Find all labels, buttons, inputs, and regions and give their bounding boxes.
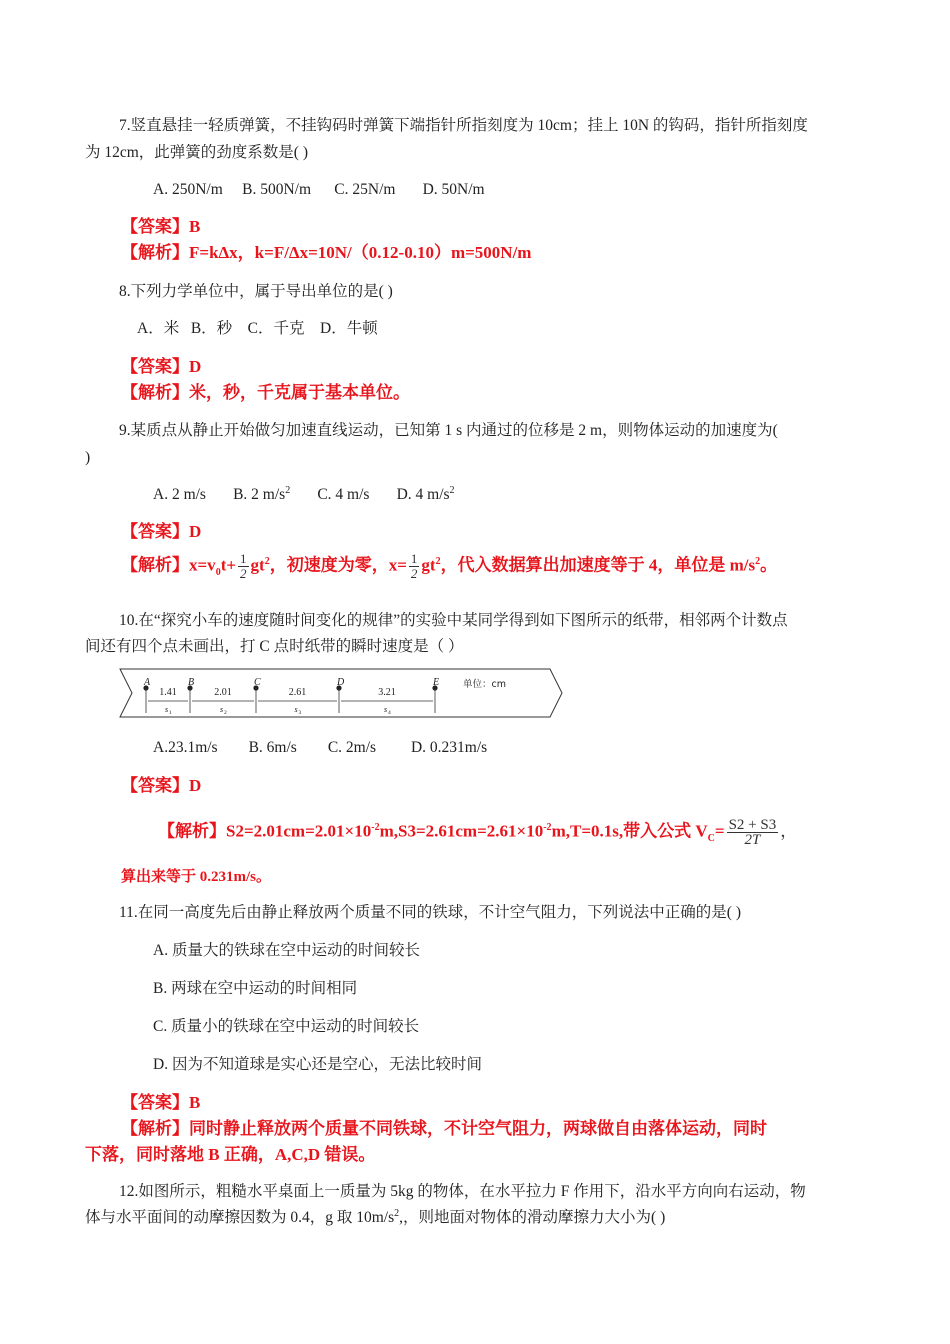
q8-answer: 【答案】D (121, 357, 202, 376)
q10-stem-line1: 10.在“探究小车的速度随时间变化的规律”的实验中某同学得到如下图所示的纸带，相邻两个计数点 (119, 612, 788, 629)
q10-formula-fraction: $\frac{S2 + S3}{2T}$ (728, 817, 777, 848)
tape-distance-1: 1.41 (159, 687, 177, 698)
q8-option-c: C．千克 (247, 320, 305, 337)
q9-stem-line2: ) (85, 449, 91, 466)
q9-option-b: B. 2 $m/s^2$ (233, 484, 291, 503)
q10-option-d: D. 0.231m/s (410, 739, 488, 756)
q9-fraction-half-1: $\frac{1}{2}$ (240, 551, 247, 581)
tape-segment-sub-4: 4 (388, 710, 391, 716)
tape-segment-sub-3: 3 (298, 710, 302, 716)
q7-answer: 【答案】B (121, 217, 201, 236)
q7-option-c: C. 25N/m (334, 181, 396, 198)
q9-fraction-half-2: $\frac{1}{2}$ (410, 551, 418, 581)
tape-distance-4: 3.21 (378, 687, 396, 698)
tape-segment-1: s (165, 705, 169, 714)
tape-segment-sub-1: 1 (169, 710, 172, 716)
tape-segment-4: s (384, 705, 388, 714)
q7-options (153, 180, 485, 200)
q7-option-b: B. 500N/m (242, 181, 312, 198)
tape-label-c: C (254, 677, 261, 688)
tape-distance-3: 2.61 (288, 687, 307, 698)
q7-stem-line1: 7.竖直悬挂一轻质弹簧，不挂钩码时弹簧下端指针所指刻度为 10cm；挂上 10N 的钩码，指针所指刻度 (119, 117, 808, 134)
q11-analysis-line1: 【解析】同时静止释放两个质量不同铁球，不计空气阻力，两球做自由落体运动，同时 (121, 1119, 767, 1138)
q7-option-d: D. 50N/m (422, 181, 485, 198)
tape-segment-sub-2: 2 (224, 710, 227, 716)
q7-option-a: A. 250N/m (153, 181, 223, 198)
tape-label-b: B (188, 677, 195, 688)
q9-option-c: C. 4 m/s (317, 486, 370, 503)
q9-options (153, 485, 455, 505)
q10-option-a: A.23.1m/s (153, 739, 218, 756)
q11-option-d: D. 因为不知道球是实心还是空心，无法比较时间 (153, 1056, 482, 1073)
q7-stem-line2: 为 12cm，此弹簧的劲度系数是( ) (85, 144, 309, 161)
q10-answer: 【答案】D (121, 776, 202, 795)
q11-analysis-line2: 下落，同时落地 B 正确，A,C,D 错误。 (85, 1145, 376, 1164)
tape-distance-2: 2.01 (214, 687, 232, 698)
q8-option-a: A．米 (137, 320, 180, 337)
q11-answer: 【答案】B (121, 1093, 201, 1112)
paper-tape-diagram (118, 667, 564, 719)
q10-analysis-line2: 算出来等于 0.231m/s。 (121, 869, 272, 885)
tape-label-d: D (337, 677, 345, 688)
q10-options (153, 738, 487, 758)
tape-label-e: E (433, 677, 440, 688)
tape-unit-label: 单位：cm (463, 679, 506, 690)
q12-stem-line2: 体与水平面间的动摩擦因数为 0.4，g 取 $10m/s^2$,，则地面对物体的滑动摩擦力大小为( ) (85, 1207, 666, 1226)
q10-stem-line2: 间还有四个点未画出，打 C 点时纸带的瞬时速度是（ ） (85, 638, 464, 655)
q11-option-b: B. 两球在空中运动的时间相同 (153, 980, 358, 997)
q7-analysis: 【解析】F=kΔx，k=F/Δx=10N/（0.12-0.10）m=500N/m (121, 243, 532, 262)
q9-option-a: A. 2 m/s (153, 486, 206, 503)
q8-option-b: B．秒 (190, 320, 233, 337)
q11-option-c: C. 质量小的铁球在空中运动的时间较长 (153, 1018, 420, 1035)
q8-analysis: 【解析】米，秒，千克属于基本单位。 (121, 383, 410, 402)
q11-stem: 11.在同一高度先后由静止释放两个质量不同的铁球，不计空气阻力，下列说法中正确的是( ) (119, 904, 742, 921)
tape-label-a: A (144, 677, 151, 688)
q9-stem-line1: 9.某质点从静止开始做匀加速直线运动，已知第 1 s 内通过的位移是 2 m，则物体运动的加速度为( (119, 422, 778, 439)
q11-option-a: A. 质量大的铁球在空中运动的时间较长 (153, 942, 420, 959)
q8-options (137, 319, 378, 339)
tape-segment-3: s (294, 705, 298, 714)
tape-segment-2: s (220, 705, 224, 714)
q9-option-d: D. 4 $m/s^2$ (396, 484, 455, 503)
q8-option-d: D．牛顿 (320, 320, 378, 337)
q10-analysis: 【解析】$S2=2.01cm=2.01\times 10^{-2}m,S3=2.61cm=2.61\times 10^{-2}m,T=0.1s$,带入公式 $V_C=$ $\frac{S2 + S3}{2T}$ ， (158, 817, 798, 848)
q9-analysis: 【解析】$x=v_0t+$ $\frac{1}{2}$ $gt^2$，初速度为零，x= $\frac{1}{2}$ $gt^2$，代入数据算出加速度等于 4，单位是 $m/s^2$。 (121, 551, 778, 581)
q10-option-c: C. 2m/s (327, 739, 377, 756)
q8-stem: 8.下列力学单位中，属于导出单位的是( ) (119, 283, 393, 300)
q10-option-b: B. 6m/s (248, 739, 297, 756)
q12-stem-line1: 12.如图所示，粗糙水平桌面上一质量为 5kg 的物体，在水平拉力 F 作用下，沿水平方向向右运动，物 (119, 1183, 806, 1200)
q9-answer: 【答案】D (121, 522, 202, 541)
